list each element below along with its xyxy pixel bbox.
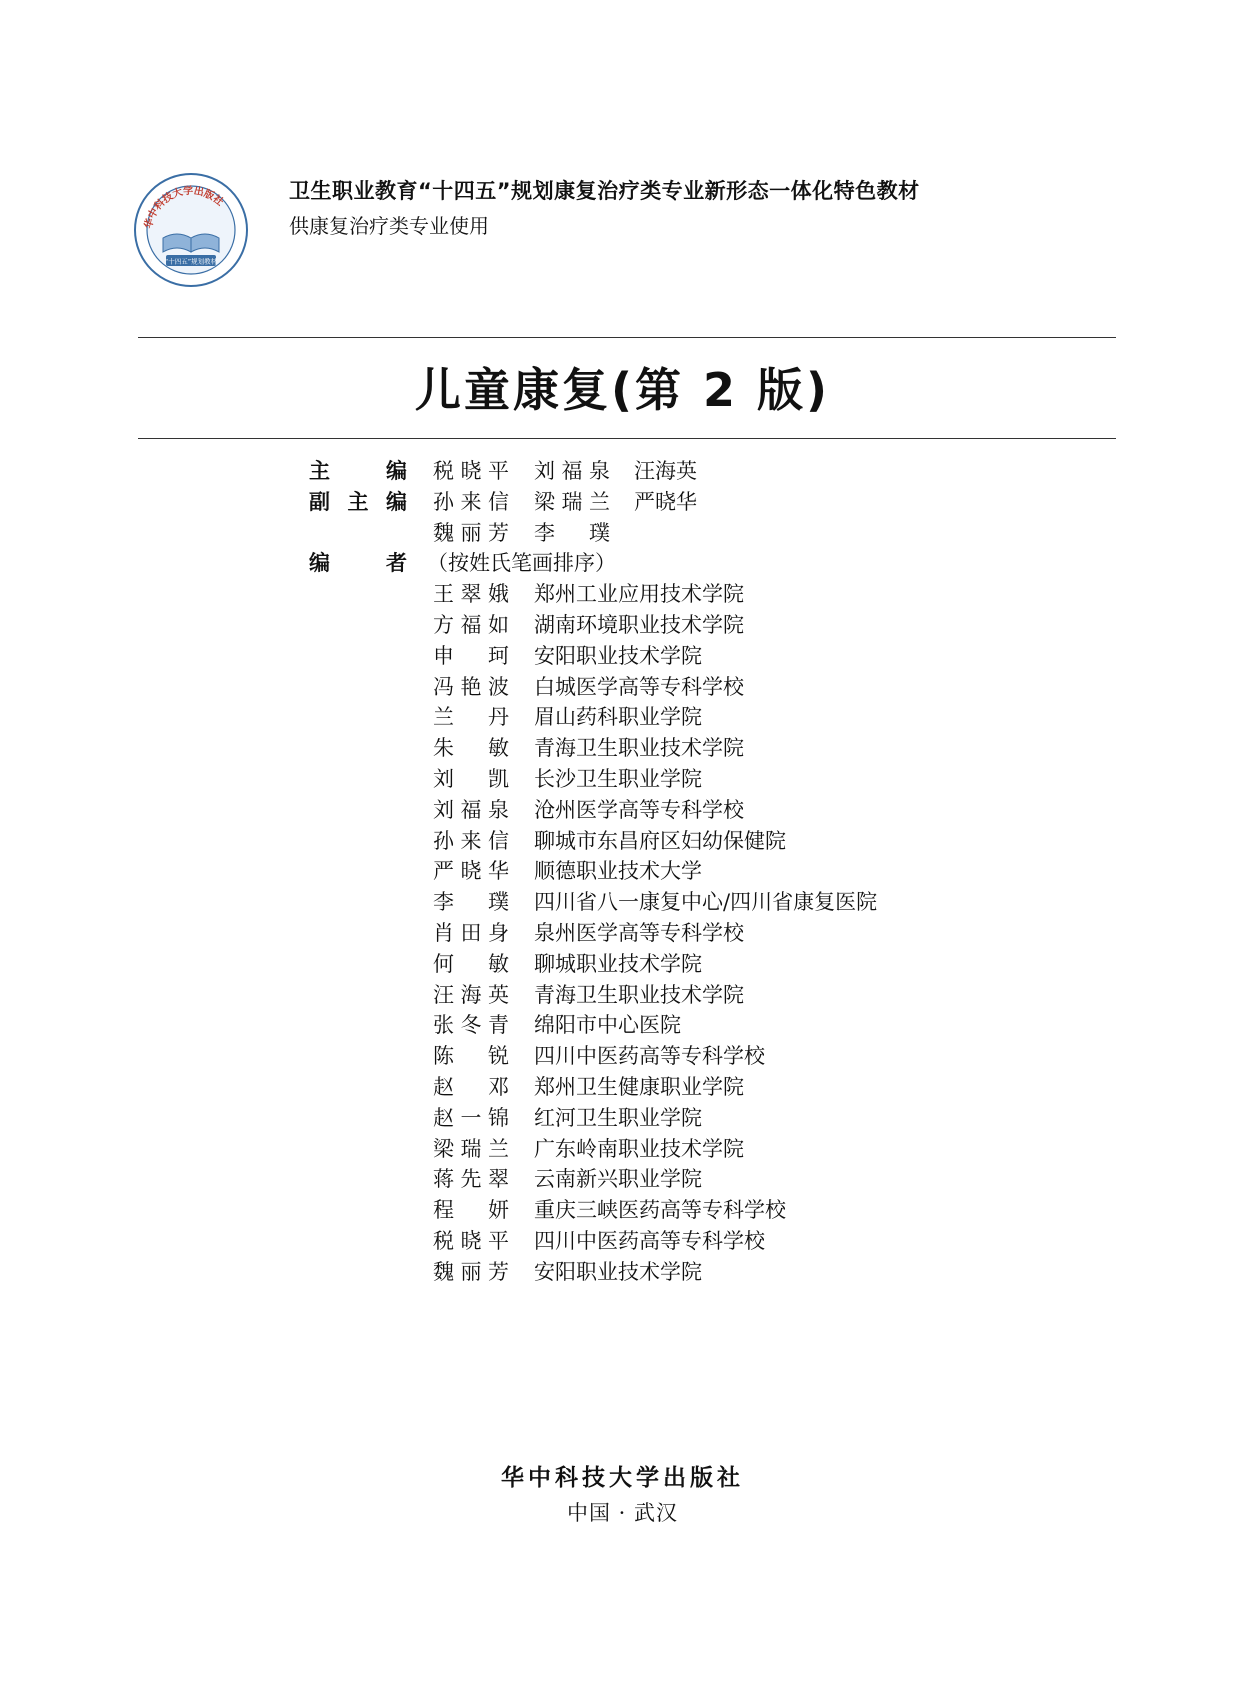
char: 梁 — [433, 1136, 454, 1161]
char: 严 — [634, 489, 655, 514]
char: 福 — [460, 612, 482, 637]
char: 蒋 — [433, 1167, 454, 1192]
char: 平 — [488, 1228, 509, 1253]
associate-editor-name — [634, 487, 697, 518]
char: 艳 — [460, 674, 482, 699]
editor-name — [433, 610, 509, 641]
char: 身 — [488, 920, 509, 945]
char: 刘 — [534, 459, 555, 483]
editor-affiliation: 重庆三峡医药高等专科学校 — [534, 1198, 786, 1223]
char: 英 — [488, 982, 509, 1007]
editor-affiliation: 白城医学高等专科学校 — [534, 674, 744, 699]
char: 程 — [433, 1198, 454, 1223]
char: 一 — [460, 1105, 482, 1130]
char: 编 — [386, 459, 407, 483]
associate-editor-name — [433, 487, 509, 518]
editor-name — [433, 1226, 509, 1257]
char: 青 — [488, 1013, 509, 1038]
title-top-rule — [138, 337, 1116, 338]
publisher-logo-icon — [133, 172, 249, 288]
series-title: 卫生职业教育“十四五”规划康复治疗类专业新形态一体化特色教材 — [289, 179, 920, 203]
char: 锦 — [488, 1105, 509, 1130]
char: 泉 — [488, 797, 509, 822]
char: 海 — [460, 982, 482, 1007]
editor-name — [433, 1257, 509, 1288]
char: 华 — [676, 489, 697, 514]
editor-name — [433, 579, 509, 610]
char: 孙 — [433, 489, 454, 514]
char: 晓 — [460, 459, 482, 483]
char: 敏 — [488, 736, 509, 761]
editor-name — [433, 1041, 509, 1072]
char: 珂 — [488, 643, 509, 668]
char: 娥 — [488, 582, 509, 607]
editor-affiliation: 顺德职业技术大学 — [534, 859, 702, 884]
char: 李 — [534, 520, 555, 545]
char: 信 — [488, 489, 509, 514]
char: 赵 — [433, 1105, 454, 1130]
char: 李 — [433, 890, 454, 915]
char: 汪 — [634, 459, 655, 483]
editor-affiliation: 长沙卫生职业学院 — [534, 766, 702, 791]
char: 严 — [433, 859, 454, 884]
associate-editor-name — [534, 518, 610, 549]
char: 主 — [347, 489, 369, 514]
svg-text:“十四五”规划教材: “十四五”规划教材 — [164, 257, 218, 266]
char: 申 — [433, 643, 454, 668]
role-label — [309, 548, 407, 579]
editors-order-note: （按姓氏笔画排序） — [427, 551, 616, 576]
char: 凯 — [488, 766, 509, 791]
chief-editor-name — [433, 456, 509, 487]
char: 来 — [460, 828, 482, 853]
editor-name — [433, 1134, 509, 1165]
char: 信 — [488, 828, 509, 853]
editor-affiliation: 广东岭南职业技术学院 — [534, 1136, 744, 1161]
publisher-name: 华中科技大学出版社 — [501, 1464, 744, 1491]
series-subtitle: 供康复治疗类专业使用 — [289, 214, 489, 238]
editor-affiliation: 安阳职业技术学院 — [534, 643, 702, 668]
editor-name — [433, 733, 509, 764]
editor-affiliation: 红河卫生职业学院 — [534, 1105, 702, 1130]
char: 来 — [460, 489, 482, 514]
editor-name — [433, 641, 509, 672]
char: 晓 — [460, 859, 482, 884]
editor-name — [433, 702, 509, 733]
char: 晓 — [460, 1228, 482, 1253]
char: 瑞 — [460, 1136, 482, 1161]
char: 兰 — [589, 489, 610, 514]
editor-affiliation: 云南新兴职业学院 — [534, 1167, 702, 1192]
editor-name — [433, 795, 509, 826]
editor-name — [433, 1103, 509, 1134]
char: 田 — [460, 920, 482, 945]
char: 刘 — [433, 797, 454, 822]
char: 冬 — [460, 1013, 482, 1038]
char: 如 — [488, 612, 509, 637]
editor-affiliation: 湖南环境职业技术学院 — [534, 612, 744, 637]
char: 冯 — [433, 674, 454, 699]
char: 晓 — [655, 489, 676, 514]
editor-name — [433, 980, 509, 1011]
editor-name — [433, 887, 509, 918]
char: 锐 — [488, 1044, 509, 1069]
char: 汪 — [433, 982, 454, 1007]
char: 邓 — [488, 1074, 509, 1099]
editor-name — [433, 1164, 509, 1195]
char: 芳 — [488, 520, 509, 545]
char: 孙 — [433, 828, 454, 853]
editor-affiliation: 沧州医学高等专科学校 — [534, 797, 744, 822]
editor-name — [433, 826, 509, 857]
editor-name — [433, 856, 509, 887]
char: 赵 — [433, 1074, 454, 1099]
editor-affiliation: 郑州卫生健康职业学院 — [534, 1074, 744, 1099]
char: 璞 — [589, 520, 610, 545]
char: 副 — [309, 489, 330, 514]
char: 翠 — [460, 582, 482, 607]
editor-name — [433, 918, 509, 949]
char: 税 — [433, 1228, 454, 1253]
char: 福 — [561, 459, 583, 483]
editor-name — [433, 1195, 509, 1226]
char: 敏 — [488, 951, 509, 976]
char: 丹 — [488, 705, 509, 730]
associate-editor-name — [534, 487, 610, 518]
role-label — [309, 487, 407, 518]
editor-affiliation: 绵阳市中心医院 — [534, 1013, 681, 1038]
editor-affiliation: 四川中医药高等专科学校 — [534, 1044, 765, 1069]
char: 波 — [488, 674, 509, 699]
editor-affiliation: 四川省八一康复中心/四川省康复医院 — [534, 890, 878, 915]
char: 璞 — [488, 890, 509, 915]
editor-name — [433, 1072, 509, 1103]
editor-name — [433, 1010, 509, 1041]
char: 王 — [433, 582, 454, 607]
char: 编 — [309, 551, 330, 576]
chief-editor-name — [634, 456, 697, 487]
char: 兰 — [433, 705, 454, 730]
char: 张 — [433, 1013, 454, 1038]
char: 肖 — [433, 920, 454, 945]
role-label — [309, 456, 407, 487]
char: 刘 — [433, 766, 454, 791]
editor-affiliation: 眉山药科职业学院 — [534, 705, 702, 730]
char: 华 — [488, 859, 509, 884]
editor-affiliation: 四川中医药高等专科学校 — [534, 1228, 765, 1253]
book-title: 儿童康复(第 2 版) — [414, 363, 831, 417]
char: 丽 — [460, 520, 482, 545]
editor-affiliation: 安阳职业技术学院 — [534, 1259, 702, 1284]
char: 何 — [433, 951, 454, 976]
char: 平 — [488, 459, 509, 483]
svg-text:华中科技大学出版社: 华中科技大学出版社 — [143, 185, 226, 230]
editor-name — [433, 764, 509, 795]
char: 方 — [433, 612, 454, 637]
char: 梁 — [534, 489, 555, 514]
char: 泉 — [589, 459, 610, 483]
char: 兰 — [488, 1136, 509, 1161]
char: 编 — [386, 489, 407, 514]
associate-editor-name — [433, 518, 509, 549]
char: 福 — [460, 797, 482, 822]
char: 陈 — [433, 1044, 454, 1069]
editor-affiliation: 聊城市东昌府区妇幼保健院 — [534, 828, 786, 853]
char: 英 — [676, 459, 697, 483]
char: 海 — [655, 459, 676, 483]
char: 瑞 — [561, 489, 583, 514]
char: 税 — [433, 459, 454, 483]
char: 翠 — [488, 1167, 509, 1192]
title-bottom-rule — [138, 438, 1116, 439]
editor-name — [433, 672, 509, 703]
publisher-place: 中国 · 武汉 — [566, 1501, 679, 1525]
chief-editor-name — [534, 456, 610, 487]
char: 芳 — [488, 1259, 509, 1284]
char: 丽 — [460, 1259, 482, 1284]
editor-name — [433, 949, 509, 980]
char: 魏 — [433, 520, 454, 545]
editor-affiliation: 青海卫生职业技术学院 — [534, 736, 744, 761]
char: 妍 — [488, 1198, 509, 1223]
editor-affiliation: 泉州医学高等专科学校 — [534, 920, 744, 945]
char: 先 — [460, 1167, 482, 1192]
char: 魏 — [433, 1259, 454, 1284]
char: 者 — [386, 551, 407, 576]
editor-affiliation: 青海卫生职业技术学院 — [534, 982, 744, 1007]
editor-affiliation: 郑州工业应用技术学院 — [534, 582, 744, 607]
editor-affiliation: 聊城职业技术学院 — [534, 951, 702, 976]
char: 主 — [309, 459, 330, 483]
char: 朱 — [433, 736, 454, 761]
